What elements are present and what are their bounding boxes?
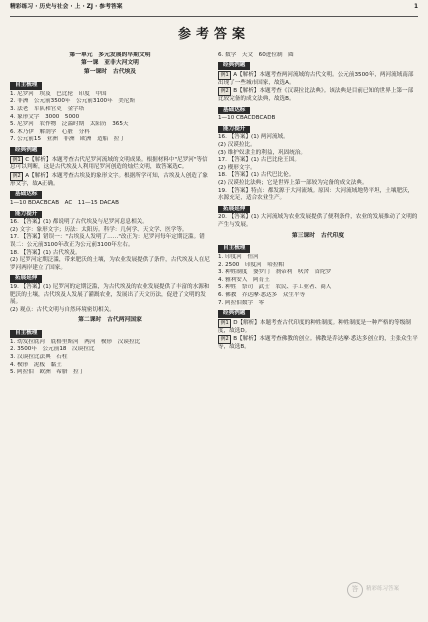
answer-paragraph (10, 219, 210, 227)
answer-paragraph (10, 172, 210, 188)
section-heading: 自主梳理 (10, 82, 42, 90)
answer-text: (3) 维护奴隶主的利益，巩固统治。 (218, 149, 307, 156)
watermark-seal-icon: 答 (347, 582, 363, 598)
section-heading: 基础达标 (10, 191, 42, 199)
example-tag: 例1 (218, 319, 231, 328)
answer-line: 4. 象形文字 3000 5000 (10, 113, 80, 120)
section-heading: 自主梳理 (218, 245, 250, 253)
lesson-2-title: 第二课时 古代两河国家 (78, 317, 142, 324)
answer-paragraph (218, 142, 418, 150)
answer-line: 2. 2500 印度河 哈拉帕 (218, 261, 285, 268)
answer-text: (2) 楔形文字。 (218, 164, 256, 171)
answer-line: 3. 法老 军队和官吏 金字塔 (10, 106, 85, 113)
page-number: 1 (413, 4, 418, 11)
answer-paragraph (218, 172, 418, 180)
answer-line: 3. 种姓制度 婆罗门 刹帝利 吠舍 首陀罗 (218, 269, 332, 276)
unit-title: 第一单元 多元发展的早期文明 (69, 51, 151, 58)
right-sections (218, 52, 418, 230)
two-column-body (10, 52, 418, 377)
example-tag: 例1 (10, 156, 23, 165)
section-heading: 拓展延伸 (218, 206, 250, 214)
answer-text: 19. 【答案】特点：都发源于大河流域。原因：大河流域地势平坦，土壤肥沃，水源充足，适合农业生产。 (218, 187, 414, 202)
answer-text: (2) 文字：象形文字；历法：太阳历。科学：几何学、天文学、医学等。 (10, 226, 188, 233)
section-heading: 能力提升 (218, 126, 250, 134)
answer-paragraph (10, 257, 210, 272)
answer-line: 7. 公元前15 亚洲 非洲 欧洲 造船 拉丁 (10, 136, 125, 143)
answer-line: 2. 3500年 公元前18 汉谟拉比 (10, 346, 95, 353)
answer-text: 16. 【答案】(1) 两河流域。 (218, 134, 289, 141)
answer-text: D【解析】本题考查古代印度的种姓制度。种姓制度是一种严格的等级制度，故选D。 (218, 319, 411, 334)
answer-line: 5. 尼罗河 农作物 泛滥时期 太阳历 365天 (10, 121, 129, 128)
answer-line: 3. 汉谟拉比法典 石柱 (10, 353, 68, 360)
answer-paragraph (218, 87, 418, 103)
answer-line: 1. 幼发拉底河 底格里斯河 两河 楔形 汉谟拉比 (10, 338, 141, 345)
answer-text: 19. 【答案】(1) 尼罗河的定期泛滥，为古代埃及的农业发展提供了丰富的水源和肥沃的土壤，古代埃及人发展了灌溉农业，发展出了天文历法，促进了文明的发展。 (10, 283, 210, 306)
answer-text: A【解析】本题考查古埃及的象形文字。根据所学可知，古埃及人创造了象形文字，故A正确。 (10, 173, 209, 187)
answer-text: B【解析】本题考查《汉谟拉比法典》。该法典是目前已知的世界上第一部比较完备的成文法典，故选B。 (218, 88, 414, 103)
section-heading: 经典例题 (218, 310, 250, 318)
left-sections (10, 79, 210, 314)
running-head (10, 0, 418, 17)
answer-paragraph (218, 214, 418, 229)
section-heading: 自主梳理 (10, 330, 42, 338)
answer-paragraph (218, 180, 418, 188)
answer-text: (2) 汉谟拉比法典；它是世界上第一部较为完备的成文法典。 (218, 179, 368, 186)
left-column (10, 52, 210, 377)
answer-line: 1—10 CBACDBCADB (218, 115, 276, 122)
answer-paragraph (10, 156, 210, 172)
section-heading: 基础达标 (218, 107, 250, 115)
example-tag: 例2 (218, 87, 231, 96)
answer-text: C【解析】本题考查古代尼罗河流域的文明成果。根据材料中"尼罗河"等信息可以判断，这是古代埃及人利用尼罗河创造的灿烂文明，故答案选C。 (10, 156, 208, 171)
answer-text: 17. 【答案】(1) 古巴比伦王国。 (218, 157, 300, 164)
answer-line: 5. 种姓 祭司 武士 农民、手工业者、商人 (218, 284, 332, 291)
answer-line: 6. 佛教 乔达摩·悉达多 众生平等 (218, 291, 306, 298)
answer-line: 1. 尼罗河 埃及 巴比伦 印度 中国 (10, 90, 107, 97)
left-sections-2 (10, 327, 210, 377)
answer-paragraph (218, 188, 418, 203)
answer-text: 17. 【答案】错误一："古埃及人发明了……"改正为：尼罗河每年定期泛滥。错误二：公元前3100年改正为公元前3100年左右。 (10, 234, 205, 248)
answer-line: 4. 楔形 泥板 黏土 (10, 361, 62, 368)
answer-paragraph (10, 284, 210, 307)
right-column (218, 52, 418, 377)
answer-paragraph (218, 157, 418, 165)
answer-text: 20. 【答案】(1) 大河流域为农业发展提供了便利条件，农业的发展推动了文明的产生与发展。 (218, 214, 418, 228)
answer-paragraph (218, 71, 418, 87)
answer-line: 7. 阿拉伯数字 零 (218, 299, 265, 306)
answer-paragraph (218, 134, 418, 142)
answer-text: (2) 尼罗河定期泛滥，带来肥沃的土壤，为农业发展提供了条件，古代埃及人在尼罗河两岸建立了国家。 (10, 257, 210, 271)
answer-text: A【解析】本题考查两河流域的古代文明。公元前3500年，两河流域南部出现了一些城市国家，故选A。 (218, 71, 414, 86)
answer-line: 5. 阿拉伯 欧洲 希腊 拉丁 (10, 369, 85, 376)
lesson-title: 第一课 亚非大河文明 (81, 59, 139, 66)
example-tag: 例2 (10, 172, 23, 181)
section-heading: 拓展延伸 (10, 275, 42, 283)
answer-paragraph (10, 234, 210, 249)
watermark (330, 580, 416, 600)
section-heading: 能力提升 (10, 211, 42, 219)
lesson-3-title: 第三课时 古代印度 (291, 232, 345, 239)
page-title: 参考答案 (177, 27, 250, 42)
watermark-text: 精彩练习答案 (365, 586, 399, 593)
answer-paragraph (218, 335, 418, 351)
answer-text: (2) 汉谟拉比。 (218, 142, 256, 149)
answer-text: 18. 【答案】(1) 古代巴比伦。 (218, 172, 295, 179)
answer-text: 16. 【答案】(1) 都说明了古代埃及与尼罗河息息相关。 (10, 219, 148, 226)
section-heading: 经典例题 (218, 62, 250, 70)
answer-line: 2. 非洲 公元前3500年 公元前3100年 美尼斯 (10, 98, 136, 105)
lesson-subtitle: 第一课时 古代埃及 (83, 69, 137, 76)
answer-line: 6. 木乃伊 解剖学 心脏 分科 (10, 128, 90, 135)
running-head-title: 精彩练习 · 历史与社会 · 上 · ZJ · 参考答案 (10, 4, 123, 11)
answer-line: 1—10 BDACBCAB AC 11—15 DACAB (10, 200, 119, 207)
example-tag: 例1 (218, 71, 231, 80)
right-sections-3 (218, 242, 418, 351)
answer-paragraph (218, 319, 418, 335)
example-tag: 例2 (218, 335, 231, 344)
answer-text: 18. 【答案】(1) 古代埃及。 (10, 249, 81, 256)
answer-line: 1. 印度河 恒河 (218, 254, 259, 261)
answer-text: B【解析】本题考查佛教的创立。佛教是乔达摩·悉达多创立的，主张众生平等，故选B。 (218, 336, 418, 350)
answer-line: 6. 数学 天文 60进位制 圆 (218, 51, 294, 58)
answer-text: (2) 观点：古代文明与自然环境密切相关。 (10, 306, 115, 313)
answer-line: 4. 雅利安人 阿育王 (218, 276, 270, 283)
section-heading: 经典例题 (10, 147, 42, 155)
answer-paragraph (10, 307, 210, 315)
